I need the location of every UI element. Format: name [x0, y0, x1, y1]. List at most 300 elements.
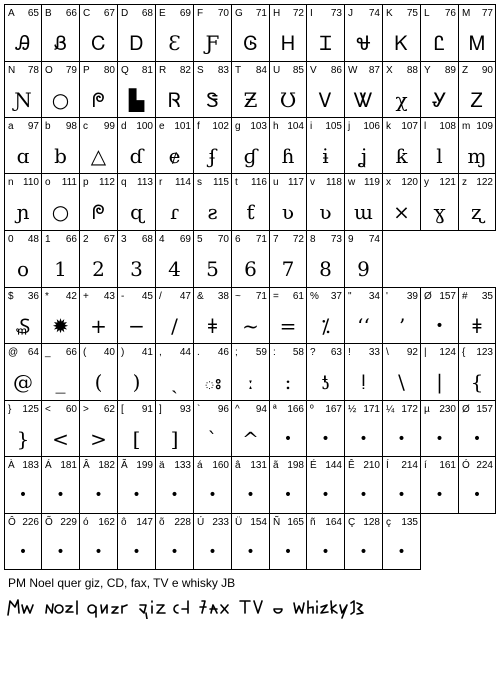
glyph-code-label: 70 — [217, 234, 229, 245]
glyph-cell — [79, 4, 118, 62]
glyph-char-label: Ê — [348, 460, 355, 471]
glyph-cell — [79, 513, 118, 570]
glyph-sample: • — [321, 431, 330, 447]
glyph-code-label: 172 — [401, 404, 418, 415]
glyph-code-label: 67 — [103, 234, 115, 245]
glyph-char-label: À — [8, 460, 15, 471]
glyph-code-label: 86 — [330, 65, 342, 76]
glyph-cell — [344, 230, 383, 288]
glyph-code-label: 226 — [22, 517, 39, 528]
glyph-cell — [79, 456, 118, 514]
glyph-sample: ɨ — [322, 144, 329, 168]
glyph-code-label: 224 — [476, 460, 493, 471]
glyph-sample: ʝ — [359, 144, 368, 168]
glyph-cell — [79, 400, 118, 457]
glyph-cell — [79, 61, 118, 118]
glyph-char-label: X — [386, 65, 393, 76]
glyph-code-label: 36 — [27, 291, 39, 302]
glyph-code-label: 124 — [439, 347, 456, 358]
glyph-cell — [458, 173, 496, 231]
glyph-sample: • — [397, 431, 406, 447]
glyph-cell — [41, 4, 80, 62]
glyph-sample: _ — [55, 370, 66, 394]
glyph-cell — [4, 456, 42, 514]
glyph-cell — [420, 400, 459, 457]
glyph-cell — [4, 4, 42, 62]
glyph-cell — [155, 173, 194, 231]
glyph-sample: • — [132, 544, 141, 560]
glyph-char-label: j — [348, 121, 351, 132]
glyph-cell — [269, 343, 307, 401]
glyph-sample: • — [208, 487, 217, 503]
glyph-char-label: d — [121, 121, 127, 132]
glyph-cell — [231, 230, 270, 288]
glyph-code-label: 74 — [368, 234, 380, 245]
glyph-sample: Ꮤ — [353, 88, 374, 112]
glyph-cell — [193, 61, 232, 118]
glyph-sample: • — [18, 544, 28, 560]
glyph-cell — [231, 456, 270, 514]
glyph-cell — [79, 230, 118, 288]
glyph-sample: 1 — [54, 257, 67, 281]
glyph-code-label: 68 — [141, 234, 153, 245]
glyph-cell — [420, 173, 459, 231]
glyph-cell — [41, 230, 80, 288]
glyph-code-label: 35 — [481, 291, 493, 302]
glyph-sample: Ꮢ — [168, 88, 181, 112]
glyph-sample: Ꮩ — [318, 88, 333, 112]
glyph-char-label: ô — [121, 517, 127, 528]
glyph-char-label: É — [310, 460, 317, 471]
glyph-char-label: l — [424, 121, 427, 132]
glyph-char-label: - — [121, 291, 125, 302]
glyph-sample: • — [359, 487, 368, 503]
glyph-char-label: ½ — [348, 404, 357, 415]
glyph-cell — [458, 287, 496, 344]
glyph-cell — [382, 287, 421, 344]
glyph-char-label: V — [310, 65, 317, 76]
glyph-char-label: Õ — [45, 517, 53, 528]
glyph-char-label: + — [83, 291, 89, 302]
glyph-char-label: O — [45, 65, 53, 76]
glyph-char-label: Â — [83, 460, 90, 471]
glyph-code-label: 48 — [27, 234, 39, 245]
glyph-char-label: @ — [8, 347, 19, 358]
glyph-cell — [344, 456, 383, 514]
glyph-code-label: 93 — [179, 404, 191, 415]
glyph-sample: • — [397, 487, 406, 503]
glyph-cell — [420, 4, 459, 62]
glyph-char-label: ~ — [235, 291, 241, 302]
glyph-code-label: 87 — [368, 65, 380, 76]
glyph-sample: • — [170, 487, 179, 503]
glyph-sample: • — [283, 544, 293, 560]
glyph-char-label: / — [159, 291, 162, 302]
glyph-char-label: b — [45, 121, 51, 132]
glyph-cell — [269, 513, 307, 570]
glyph-cell — [382, 173, 421, 231]
glyph-cell — [193, 173, 232, 231]
glyph-cell — [269, 117, 307, 174]
glyph-code-label: 147 — [136, 517, 153, 528]
glyph-char-label: ( — [83, 347, 87, 358]
glyph-char-label: v — [310, 177, 315, 188]
glyph-char-label: í — [424, 460, 427, 471]
glyph-sample: ⁒ — [321, 314, 330, 338]
glyph-sample: • — [359, 431, 368, 447]
glyph-char-label: { — [462, 347, 466, 358]
glyph-sample: @ — [13, 370, 33, 394]
glyph-code-label: 76 — [444, 8, 456, 19]
glyph-code-label: 69 — [179, 234, 191, 245]
glyph-sample: Ꭰ — [129, 31, 144, 55]
glyph-char-label: p — [83, 177, 89, 188]
glyph-code-label: 67 — [103, 8, 115, 19]
glyph-code-label: 107 — [401, 121, 418, 132]
glyph-code-label: 105 — [325, 121, 342, 132]
glyph-sample: \ — [398, 370, 405, 394]
glyph-cell — [306, 513, 345, 570]
glyph-cell — [420, 287, 459, 344]
glyph-cell — [155, 61, 194, 118]
glyph-sample: ƙ — [395, 144, 408, 168]
glyph-cell — [4, 400, 42, 457]
glyph-cell — [4, 287, 42, 344]
glyph-code-label: 60 — [65, 404, 77, 415]
glyph-cell — [269, 287, 307, 344]
glyph-sample: ɋ — [130, 200, 143, 224]
glyph-char-label: n — [8, 177, 14, 188]
glyph-cell — [4, 117, 42, 174]
glyph-cell — [382, 4, 421, 62]
glyph-code-label: 99 — [103, 121, 115, 132]
glyph-sample: Ɪ — [319, 31, 332, 55]
glyph-cell — [269, 61, 307, 118]
glyph-char-label: 0 — [8, 234, 14, 245]
glyph-code-label: 164 — [325, 517, 342, 528]
glyph-cell — [458, 117, 496, 174]
glyph-cell — [41, 513, 80, 570]
glyph-code-label: 98 — [65, 121, 77, 132]
glyph-sample: ƾ — [320, 370, 331, 394]
glyph-cell — [193, 287, 232, 344]
glyph-sample: 8 — [319, 257, 332, 281]
sample-sentence: PM Noel quer giz, CD, fax, TV e whisky JB — [8, 576, 236, 590]
glyph-cell — [231, 117, 270, 174]
glyph-code-label: 96 — [217, 404, 229, 415]
glyph-sample: ɠ — [243, 144, 258, 168]
glyph-cell — [117, 343, 156, 401]
glyph-char-label: ' — [386, 291, 388, 302]
glyph-sample: Ꮭ — [433, 31, 446, 55]
glyph-sample: Ꮋ — [281, 31, 295, 55]
glyph-sample: • — [435, 431, 444, 447]
glyph-cell — [344, 400, 383, 457]
glyph-code-label: 157 — [476, 404, 493, 415]
glyph-cell — [231, 400, 270, 457]
glyph-cell — [306, 230, 345, 288]
glyph-code-label: 47 — [179, 291, 191, 302]
glyph-sample: χ — [395, 88, 408, 112]
glyph-cell — [231, 287, 270, 344]
glyph-char-label: < — [45, 404, 51, 415]
glyph-sample: • — [472, 487, 482, 503]
glyph-sample: ɑ — [16, 144, 30, 168]
glyph-code-label: 82 — [179, 65, 191, 76]
glyph-code-label: 161 — [439, 460, 456, 471]
glyph-cell — [79, 287, 118, 344]
glyph-code-label: 73 — [330, 234, 342, 245]
glyph-sample: ɦ — [281, 144, 295, 168]
glyph-cell — [41, 61, 80, 118]
glyph-sample: • — [472, 431, 482, 447]
glyph-char-label: 5 — [197, 234, 203, 245]
glyph-char-label: T — [235, 65, 242, 76]
glyph-char-label: y — [424, 177, 429, 188]
glyph-code-label: 79 — [65, 65, 77, 76]
glyph-char-label: ª — [273, 404, 277, 415]
glyph-code-label: 97 — [27, 121, 39, 132]
glyph-code-label: 101 — [174, 121, 191, 132]
glyph-cell — [155, 400, 194, 457]
glyph-code-label: 64 — [27, 347, 39, 358]
glyph-cell — [155, 343, 194, 401]
glyph-cell — [269, 456, 307, 514]
glyph-char-label: Ú — [197, 517, 205, 528]
glyph-sample: Ꮓ — [470, 88, 484, 112]
glyph-sample: ᖘ — [92, 88, 105, 112]
glyph-sample: | — [436, 370, 443, 394]
glyph-code-label: 110 — [23, 177, 39, 188]
glyph-cell — [344, 117, 383, 174]
glyph-code-label: 70 — [217, 8, 229, 19]
glyph-cell — [117, 61, 156, 118]
glyph-char-label: 1 — [45, 234, 51, 245]
glyph-sample: / — [171, 314, 178, 338]
glyph-code-label: 65 — [27, 8, 39, 19]
glyph-char-label: $ — [8, 291, 14, 302]
glyph-char-label: E — [159, 8, 166, 19]
glyph-char-label: t — [235, 177, 238, 188]
glyph-code-label: 39 — [406, 291, 418, 302]
glyph-char-label: 3 — [121, 234, 127, 245]
glyph-char-label: Ø — [462, 404, 470, 415]
glyph-code-label: 83 — [217, 65, 229, 76]
glyph-code-label: 61 — [292, 291, 304, 302]
glyph-char-label: , — [159, 347, 162, 358]
glyph-sample: ˏ — [171, 370, 178, 394]
glyph-code-label: 133 — [174, 460, 191, 471]
glyph-cell — [344, 173, 383, 231]
glyph-cell — [41, 343, 80, 401]
glyph-code-label: 33 — [368, 347, 380, 358]
glyph-char-label: # — [462, 291, 468, 302]
glyph-cell — [306, 61, 345, 118]
glyph-sample: [ — [132, 427, 141, 451]
glyph-code-label: 160 — [212, 460, 229, 471]
glyph-code-label: 199 — [136, 460, 153, 471]
glyph-code-label: 94 — [255, 404, 267, 415]
glyph-sample: 7 — [281, 257, 295, 281]
glyph-sample: • — [283, 487, 293, 503]
glyph-sample: 2 — [92, 257, 105, 281]
glyph-char-label: F — [197, 8, 204, 19]
glyph-cell — [306, 456, 345, 514]
glyph-sample: 3 — [130, 257, 143, 281]
glyph-cell — [231, 513, 270, 570]
glyph-char-label: 9 — [348, 234, 354, 245]
glyph-sample: ː — [247, 370, 254, 394]
glyph-char-label: a — [8, 121, 14, 132]
glyph-code-label: 131 — [250, 460, 267, 471]
glyph-sample: ) — [132, 370, 141, 394]
glyph-sample: − — [128, 314, 145, 338]
glyph-code-label: 63 — [330, 347, 342, 358]
glyph-char-label: } — [8, 404, 12, 415]
glyph-cell — [155, 4, 194, 62]
glyph-code-label: 125 — [22, 404, 39, 415]
glyph-code-label: 90 — [481, 65, 493, 76]
glyph-char-label: Ô — [8, 517, 16, 528]
glyph-cell — [79, 173, 118, 231]
glyph-sample: 6 — [244, 257, 257, 281]
glyph-sample: • — [246, 544, 255, 560]
glyph-sample: • — [208, 544, 217, 560]
glyph-sample: { — [470, 370, 484, 394]
glyph-char-label: . — [197, 347, 200, 358]
glyph-sample: × — [393, 200, 410, 224]
glyph-char-label: Ç — [348, 517, 356, 528]
glyph-code-label: 71 — [255, 234, 267, 245]
glyph-char-label: " — [348, 291, 352, 302]
glyph-char-label: e — [159, 121, 165, 132]
glyph-sample: 9 — [357, 257, 370, 281]
glyph-code-label: 123 — [476, 347, 493, 358]
glyph-cell — [41, 287, 80, 344]
glyph-code-label: 157 — [439, 291, 456, 302]
glyph-sample: < — [52, 427, 69, 451]
glyph-cell — [306, 117, 345, 174]
glyph-char-label: â — [235, 460, 241, 471]
glyph-code-label: 66 — [65, 347, 77, 358]
glyph-code-label: 45 — [141, 291, 153, 302]
glyph-char-label: N — [8, 65, 16, 76]
glyph-code-label: 167 — [325, 404, 342, 415]
glyph-sample: Ꮍ — [432, 88, 447, 112]
sample-sentence-rendered — [6, 595, 366, 619]
glyph-code-label: 116 — [251, 177, 267, 188]
glyph-code-label: 113 — [137, 177, 153, 188]
glyph-cell — [4, 513, 42, 570]
glyph-char-label: I — [310, 8, 313, 19]
glyph-sample: • — [435, 318, 444, 334]
glyph-char-label: & — [197, 291, 204, 302]
glyph-code-label: 198 — [287, 460, 304, 471]
glyph-sample: ƭ — [246, 200, 255, 224]
glyph-code-label: 230 — [439, 404, 456, 415]
glyph-sample: Ꮶ — [394, 31, 409, 55]
glyph-code-label: 214 — [401, 460, 418, 471]
glyph-sample: △ — [90, 144, 107, 168]
glyph-code-label: 37 — [330, 291, 342, 302]
glyph-sample: • — [435, 487, 444, 503]
glyph-code-label: 85 — [292, 65, 304, 76]
glyph-code-label: 34 — [368, 291, 380, 302]
glyph-sample: ః — [203, 370, 222, 394]
glyph-char-label: S — [197, 65, 204, 76]
glyph-char-label: µ — [424, 404, 430, 415]
glyph-sample: : — [284, 370, 292, 394]
glyph-code-label: 88 — [406, 65, 418, 76]
glyph-cell — [231, 4, 270, 62]
glyph-code-label: 100 — [136, 121, 153, 132]
glyph-code-label: 154 — [250, 517, 267, 528]
glyph-code-label: 233 — [212, 517, 229, 528]
glyph-sample: • — [56, 544, 65, 560]
glyph-char-label: D — [121, 8, 129, 19]
glyph-cell — [420, 456, 459, 514]
glyph-char-label: Z — [462, 65, 469, 76]
glyph-sample: Ʊ — [279, 88, 297, 112]
glyph-char-label: 4 — [159, 234, 165, 245]
glyph-char-label: w — [348, 177, 356, 188]
glyph-char-label: q — [121, 177, 127, 188]
glyph-char-label: ñ — [310, 517, 316, 528]
glyph-char-label: Í — [386, 460, 389, 471]
glyph-cell — [269, 400, 307, 457]
glyph-char-label: x — [386, 177, 391, 188]
glyph-code-label: 171 — [363, 404, 380, 415]
glyph-cell — [420, 117, 459, 174]
glyph-code-label: 40 — [103, 347, 115, 358]
glyph-char-label: ã — [273, 460, 279, 471]
glyph-sample: ʋ — [319, 200, 332, 224]
glyph-code-label: 111 — [61, 177, 77, 188]
glyph-sample: Ꮇ — [469, 31, 485, 55]
glyph-code-label: 120 — [401, 177, 418, 188]
glyph-sample: ` — [207, 427, 218, 451]
glyph-cell — [41, 400, 80, 457]
glyph-sample: + — [90, 314, 107, 338]
glyph-sample: ʋ — [281, 200, 295, 224]
glyph-cell — [117, 230, 156, 288]
glyph-cell — [382, 513, 421, 570]
glyph-cell — [344, 513, 383, 570]
glyph-sample: Ꮰ — [356, 31, 371, 55]
glyph-cell — [269, 230, 307, 288]
glyph-sample: ( — [94, 370, 103, 394]
glyph-sample: 4 — [168, 257, 181, 281]
glyph-char-label: s — [197, 177, 202, 188]
glyph-code-label: 210 — [363, 460, 380, 471]
glyph-code-label: 115 — [213, 177, 229, 188]
glyph-sample: • — [56, 487, 65, 503]
glyph-char-label: á — [197, 460, 203, 471]
glyph-sample: Ɲ — [14, 88, 32, 112]
glyph-char-label: J — [348, 8, 353, 19]
glyph-sample: Ꮥ — [206, 88, 219, 112]
glyph-sample: ʄ — [208, 144, 217, 168]
glyph-char-label: h — [273, 121, 279, 132]
glyph-char-label: W — [348, 65, 358, 76]
glyph-sample: • — [321, 544, 330, 560]
glyph-cell — [117, 456, 156, 514]
glyph-char-label: ? — [310, 347, 316, 358]
glyph-cell — [117, 287, 156, 344]
glyph-sample: ɣ — [433, 200, 446, 224]
glyph-cell — [155, 513, 194, 570]
glyph-code-label: 44 — [179, 347, 191, 358]
